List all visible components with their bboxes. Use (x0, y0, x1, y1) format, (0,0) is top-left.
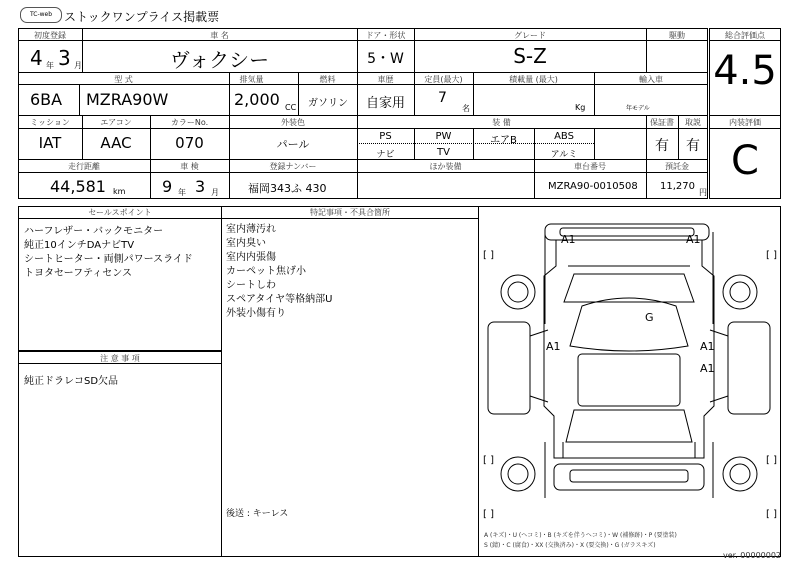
capacity: 7 (438, 90, 447, 106)
note-5: シートしわ (226, 280, 276, 291)
equip-ps: PS (379, 131, 392, 142)
damage-mark-glass: G (645, 311, 654, 324)
displacement: 2,000 (234, 90, 280, 109)
bracket-4: [ ] (766, 455, 777, 466)
label-door-shape: ドア・形状 (365, 31, 406, 40)
note-4: カーペット焦げ小 (226, 266, 306, 277)
damage-mark-right-rear-door: A1 (700, 362, 715, 375)
label-sales-points: セールスポイント (88, 208, 152, 217)
label-mission: ミッション (30, 118, 70, 127)
equip-airbag: エアB (490, 135, 517, 146)
inspection-month: 3 (195, 177, 206, 196)
bracket-3: [ ] (483, 455, 494, 466)
type-prefix: 6BA (30, 90, 63, 109)
displacement-unit: CC (285, 103, 297, 112)
note-7: 外装小傷有り (226, 308, 286, 319)
sales-point-1: ハーフレザー・バックモニター (24, 226, 164, 237)
equip-abs: ABS (554, 131, 574, 142)
label-inspection: 車 検 (180, 162, 199, 171)
label-warranty: 保証書 (650, 118, 674, 127)
mission: IAT (38, 134, 62, 152)
bracket-1: [ ] (483, 250, 494, 261)
sales-point-2: 純正10インチDAナビTV (24, 240, 135, 251)
label-color-no: カラーNo. (170, 118, 209, 127)
bracket-5: [ ] (483, 509, 494, 520)
note-2: 室内臭い (226, 238, 266, 249)
equip-alumi: アルミ (550, 150, 578, 160)
label-capacity: 定員(最大) (424, 75, 463, 84)
label-car-history: 車歴 (377, 75, 394, 84)
mileage-unit: km (113, 187, 126, 196)
label-manual: 取説 (685, 118, 701, 127)
equip-pw: PW (435, 131, 452, 142)
overall-score: 4.5 (713, 48, 777, 94)
exterior-color: パール (276, 138, 310, 151)
label-equipment: 装 備 (492, 118, 511, 127)
mileage: 44,581 (50, 177, 106, 196)
caution-1: 純正ドラレコSD欠品 (24, 376, 119, 387)
logo: TC-web (20, 7, 62, 23)
note-6: スペアタイヤ等格納部U (226, 294, 333, 305)
door-shape: 5・W (367, 51, 404, 67)
label-drive: 駆動 (669, 31, 685, 40)
damage-mark-right-door: A1 (700, 340, 715, 353)
note-1: 室内薄汚れ (226, 224, 276, 235)
label-first-reg: 初度登録 (34, 31, 66, 40)
interior-score: C (731, 138, 759, 184)
label-interior-score: 内装評価 (729, 118, 761, 127)
warranty: 有 (655, 138, 669, 154)
first-reg-year-unit: 年 (46, 61, 54, 70)
label-overall-score: 総合評価点 (725, 31, 765, 40)
grade: S-Z (513, 44, 547, 68)
damage-legend-1: A (キズ)・U (ヘコミ)・B (キズを伴うヘコミ)・W (補修跡)・P (要塗装) (484, 532, 677, 539)
notes-footer: 後送 : キーレス (226, 509, 289, 519)
deposit: 11,270 (660, 181, 695, 192)
label-fuel: 燃料 (319, 75, 336, 84)
car-diagram (478, 206, 781, 526)
label-mileage: 走行距離 (68, 162, 100, 171)
model-code: MZRA90W (86, 90, 169, 109)
sales-point-3: シートヒーター・両側パワースライド (24, 254, 193, 265)
capacity-unit: 名 (462, 104, 470, 113)
label-cautions: 注 意 事 項 (100, 354, 140, 363)
label-grade: グレード (514, 31, 546, 40)
equip-navi: ナビ (376, 150, 395, 160)
color-no: 070 (175, 134, 204, 152)
damage-legend-2: S (錆)・C (腐食)・XX (交換済み)・X (要交換)・G (ガラスキズ) (484, 542, 656, 549)
label-notes: 特記事項・不具合箇所 (310, 208, 390, 217)
label-car-name: 車 名 (210, 31, 229, 40)
damage-mark-front-right: A1 (686, 233, 701, 246)
note-3: 室内内張傷 (226, 252, 276, 263)
sales-point-4: トヨタセーフティセンス (24, 268, 132, 279)
fuel: ガソリン (308, 98, 348, 109)
label-plate: 登録ナンバー (269, 162, 317, 171)
import-label: 年モデル (626, 105, 650, 112)
plate-number: 福岡343ふ 430 (248, 182, 327, 195)
label-aircon: エアコン (100, 118, 132, 127)
bracket-2: [ ] (766, 250, 777, 261)
label-other-equipment: ほか装備 (429, 162, 462, 171)
aircon: AAC (100, 134, 132, 152)
inspection-year: 9 (162, 177, 173, 196)
damage-mark-left-door: A1 (546, 340, 561, 353)
label-deposit: 預託金 (665, 162, 689, 171)
first-reg-month: 3 (58, 46, 71, 70)
page-title: ストックワンプライス掲載票 (64, 10, 220, 24)
first-reg-month-unit: 月 (74, 61, 82, 70)
car-history: 自家用 (365, 96, 405, 111)
label-chassis-no: 車台番号 (574, 162, 606, 171)
label-displacement: 排気量 (239, 75, 264, 84)
label-model: 型 式 (114, 75, 133, 84)
load-unit: Kg (575, 103, 586, 112)
inspection-year-unit: 年 (178, 188, 186, 197)
bracket-6: [ ] (766, 509, 777, 520)
equip-tv: TV (437, 147, 450, 158)
inspection-month-unit: 月 (211, 188, 219, 197)
car-name: ヴォクシー (169, 48, 270, 72)
label-import: 輸入車 (639, 75, 663, 84)
damage-mark-front-left: A1 (561, 233, 576, 246)
deposit-unit: 円 (699, 188, 707, 197)
chassis-no: MZRA90-0010508 (548, 181, 638, 192)
version: ver. 00000002 (723, 551, 782, 560)
label-load: 積載量 (最大) (509, 75, 558, 84)
first-reg-year: 4 (30, 46, 43, 70)
label-exterior-color: 外装色 (281, 118, 305, 127)
manual: 有 (686, 138, 700, 154)
